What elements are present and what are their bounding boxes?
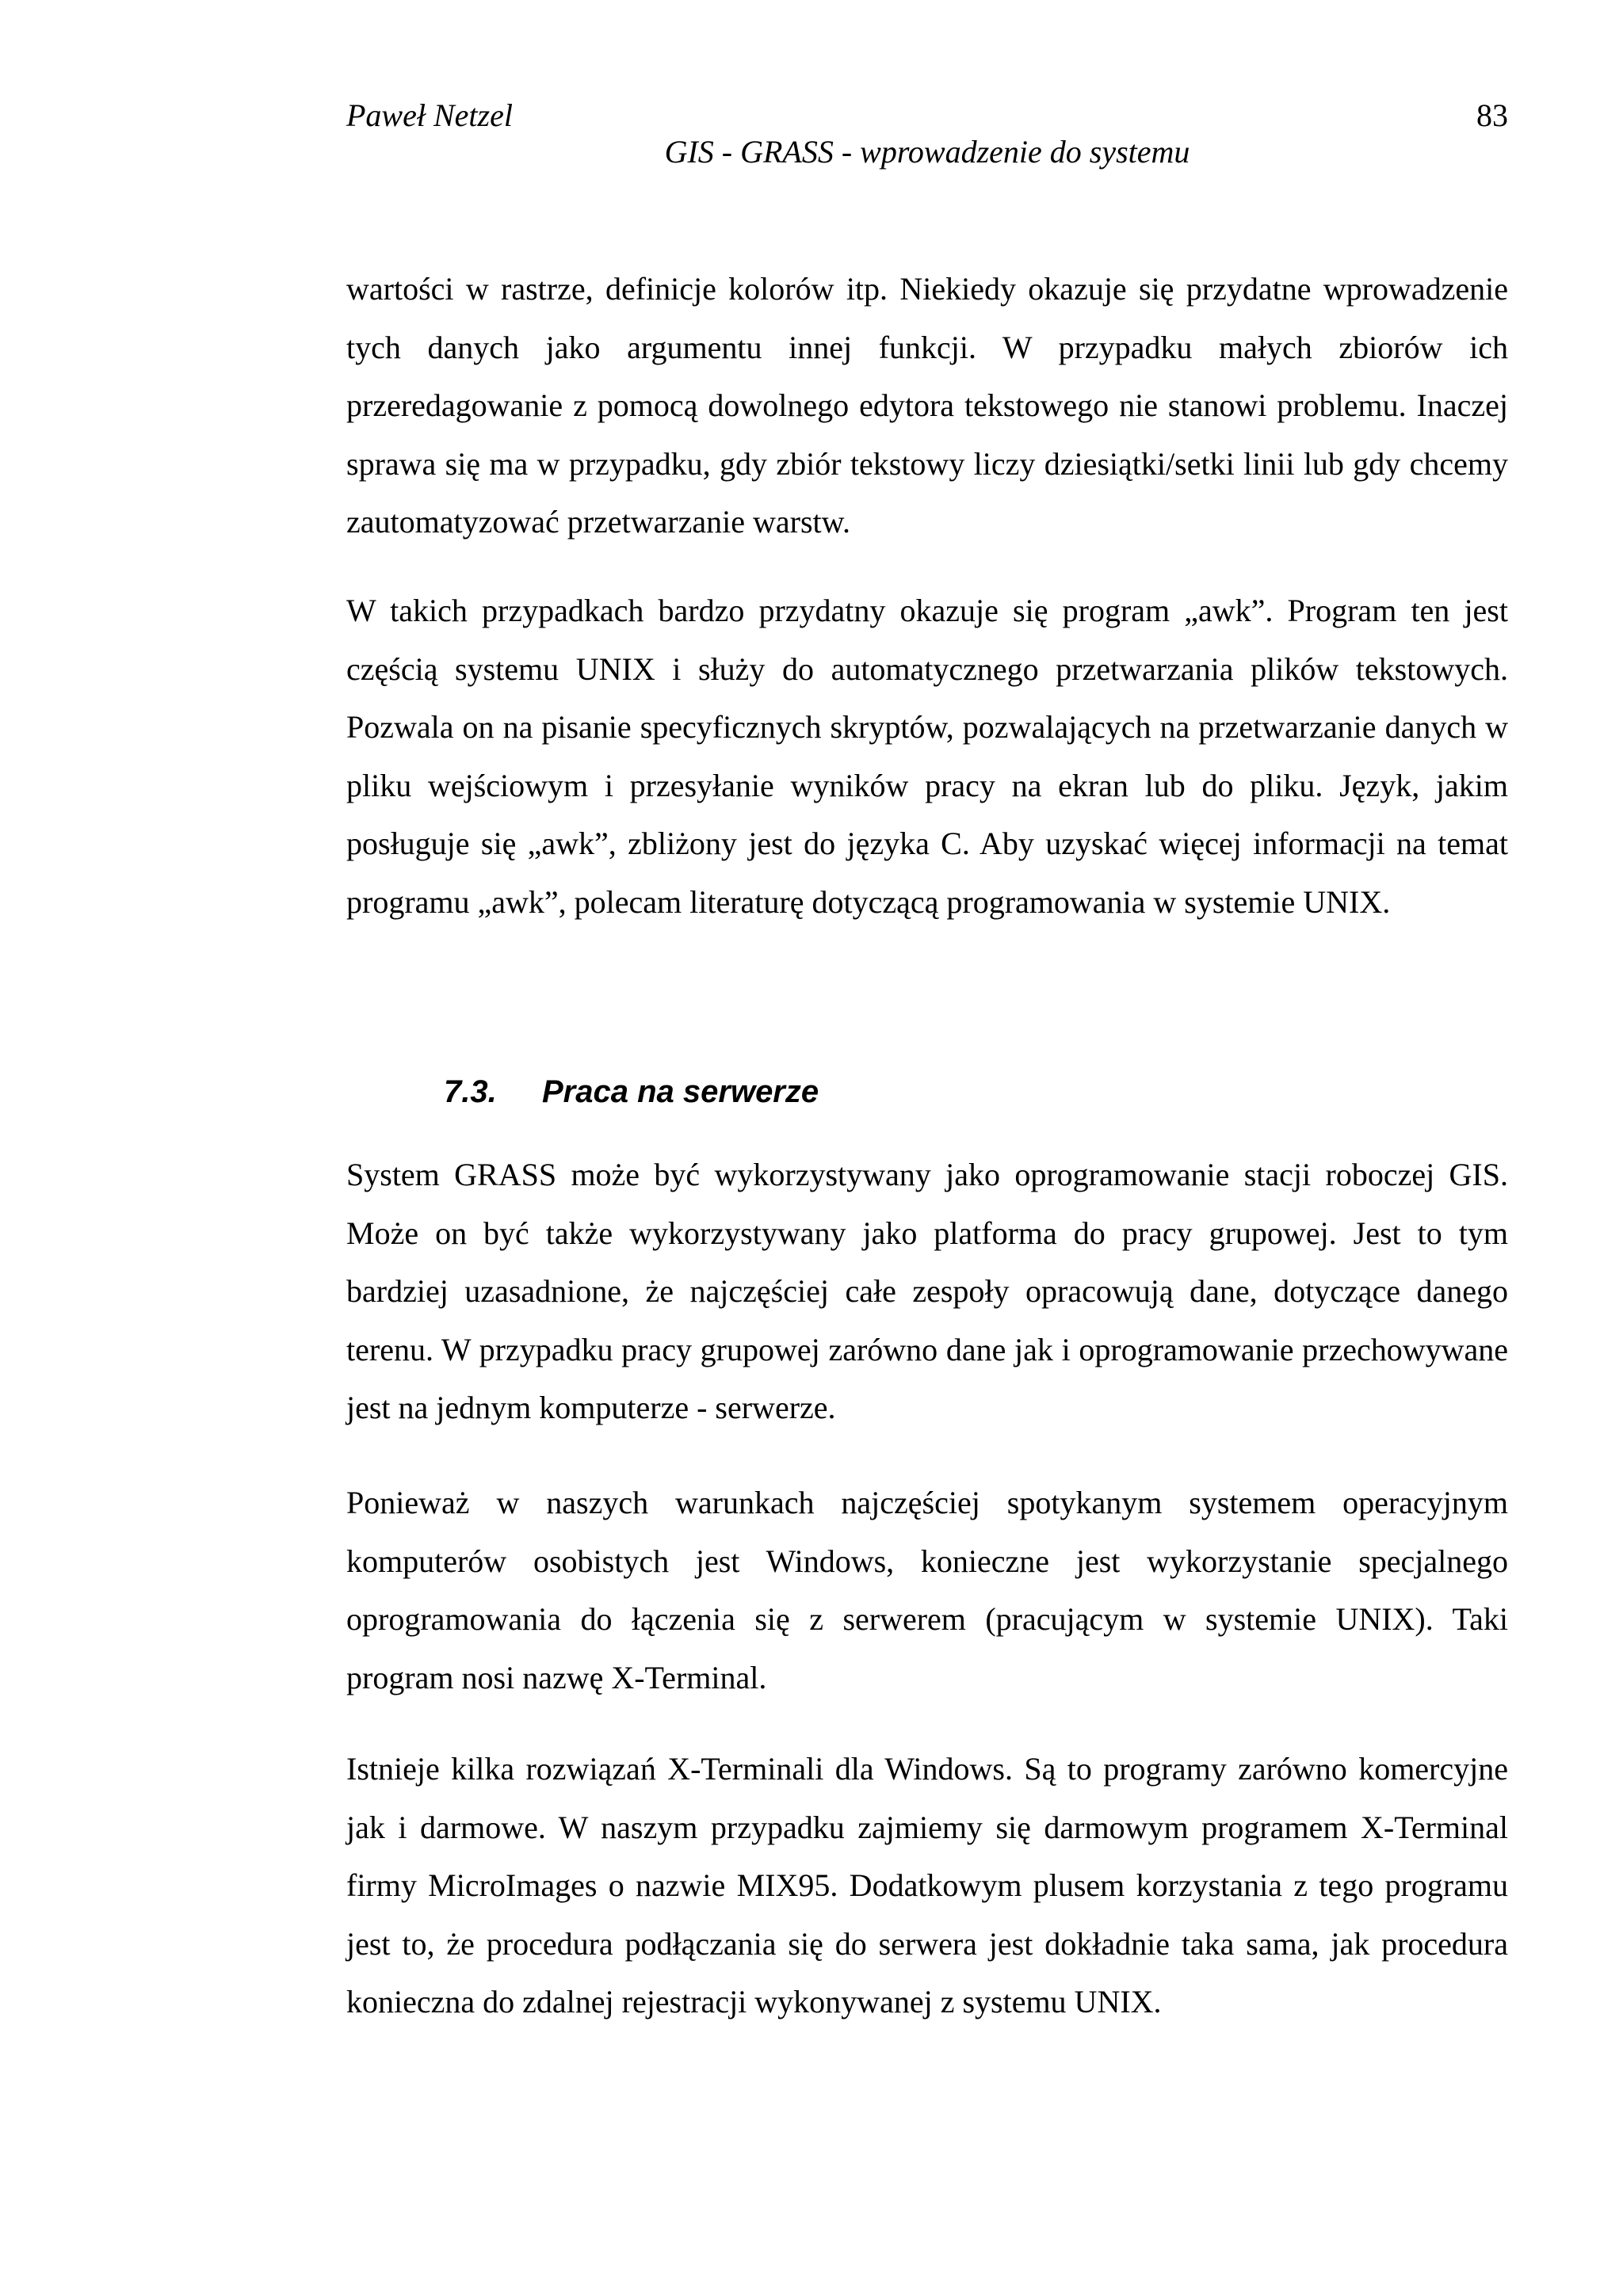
body-paragraph: W takich przypadkach bardzo przydatny okazuje się program „awk”. Program ten jest częścią systemu UNIX i służy do automatycznego przetwarzania plików tekstowych. Pozwala on na pisanie specyficznych skryptów, pozwalających na przetwarzanie danych w pliku wejściowym i przesyłanie wyników pracy na ekran lub do pliku. Język, jakim posługuje się „awk”, zbliżony jest do języka C. Aby uzyskać więcej informacji na temat programu „awk”, polecam literaturę dotyczącą programowania w systemie UNIX. xyxy=(346,593,1508,920)
section-number: 7.3. xyxy=(444,1074,497,1109)
paragraph-block xyxy=(346,1740,1508,2031)
body-paragraph: Istnieje kilka rozwiązań X-Terminali dla Windows. Są to programy zarówno komercyjne jak i darmowe. W naszym przypadku zajmiemy się darmowym programem X-Terminal firmy MicroImages o nazwie MIX95. Dodatkowym plusem korzystania z tego programu jest to, że procedura podłączania się do serwera jest dokładnie taka sama, jak procedura konieczna do zdalnej rejestracji wykonywanej z systemu UNIX. xyxy=(346,1751,1508,2019)
page-number: 83 xyxy=(1476,97,1508,133)
paragraph-block xyxy=(346,582,1508,931)
section-title: Praca na serwerze xyxy=(542,1074,819,1109)
paragraph-block xyxy=(346,260,1508,551)
paragraph-block xyxy=(346,1474,1508,1707)
section-heading xyxy=(444,1070,819,1114)
header-author: Paweł Netzel xyxy=(346,97,513,133)
body-paragraph: wartości w rastrze, definicje kolorów itp. Niekiedy okazuje się przydatne wprowadzenie tych danych jako argumentu innej funkcji. W przypadku małych zbiorów ich przeredagowanie z pomocą dowolnego edytora tekstowego nie stanowi problemu. Inaczej sprawa się ma w przypadku, gdy zbiór tekstowy liczy dziesiątki/setki linii lub gdy chcemy zautomatyzować przetwarzanie warstw. xyxy=(346,271,1508,540)
body-paragraph: System GRASS może być wykorzystywany jako oprogramowanie stacji roboczej GIS. Może on być także wykorzystywany jako platforma do pracy grupowej. Jest to tym bardziej uzasadnione, że najczęściej całe zespoły opracowują dane, dotyczące danego terenu. W przypadku pracy grupowej zarówno dane jak i oprogramowanie przechowywane jest na jednym komputerze - serwerze. xyxy=(346,1157,1508,1425)
body-paragraph: Ponieważ w naszych warunkach najczęściej spotykanym systemem operacyjnym komputerów osobistych jest Windows, konieczne jest wykorzystanie specjalnego oprogramowania do łączenia się z serwerem (pracującym w systemie UNIX). Taki program nosi nazwę X-Terminal. xyxy=(346,1485,1508,1695)
header-book-title: GIS - GRASS - wprowadzenie do systemu xyxy=(664,134,1190,170)
paragraph-block xyxy=(346,1146,1508,1437)
